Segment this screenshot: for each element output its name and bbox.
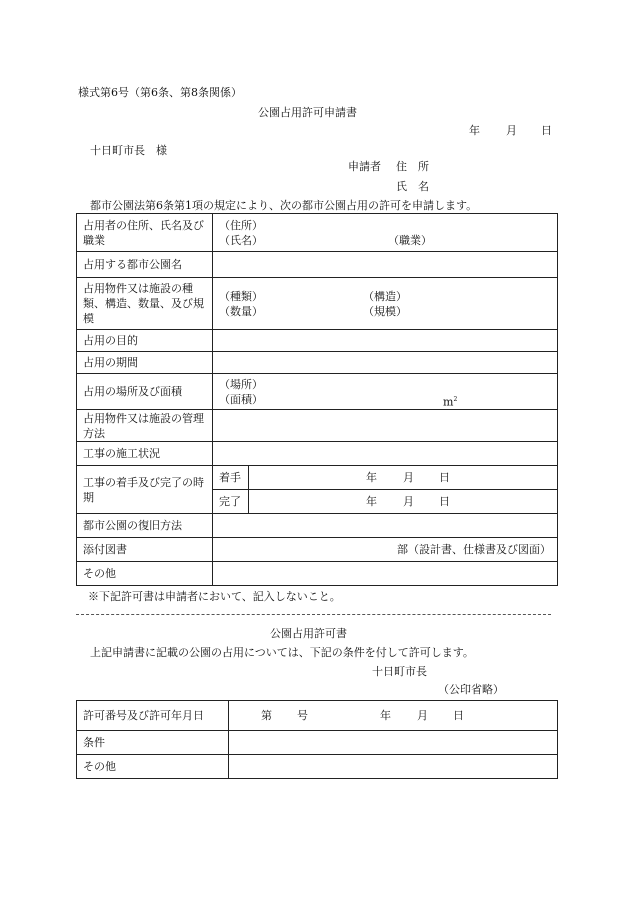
table-row bbox=[77, 214, 558, 252]
start-month: 月 bbox=[403, 471, 414, 484]
restoration-cell[interactable] bbox=[213, 514, 558, 538]
permit-number-cell[interactable] bbox=[229, 701, 558, 731]
attachments-cell[interactable] bbox=[213, 538, 558, 562]
table-row bbox=[77, 701, 558, 731]
table-row bbox=[77, 352, 558, 374]
construction-status-label: 工事の施工状況 bbox=[77, 442, 213, 466]
start-day: 日 bbox=[439, 471, 450, 484]
name-label: 氏 名 bbox=[396, 180, 429, 193]
permit-body: 上記申請書に記載の公園の占用については、下記の条件を付して許可します。 bbox=[90, 646, 474, 659]
place-area-cell[interactable] bbox=[213, 374, 558, 410]
address-label: 住 所 bbox=[396, 160, 429, 173]
area-unit: $m^2$ bbox=[443, 395, 458, 409]
object-structure: （構造） bbox=[363, 289, 407, 303]
permit-dai: 第 bbox=[261, 709, 272, 722]
management-label: 占用物件又は施設の管理方法 bbox=[77, 410, 213, 442]
end-date-cell[interactable] bbox=[249, 490, 558, 514]
occupant-cell[interactable] bbox=[213, 214, 558, 252]
page-title: 公園占用許可申請書 bbox=[258, 106, 357, 119]
intro-text: 都市公園法第6条第1項の規定により、次の都市公園占用の許可を申請します。 bbox=[90, 199, 478, 212]
application-table bbox=[76, 213, 558, 586]
object-scale: （規模） bbox=[363, 304, 407, 318]
permit-other-label: その他 bbox=[77, 755, 229, 779]
cut-line bbox=[76, 614, 551, 615]
occupant-name: （氏名） bbox=[219, 233, 263, 247]
other-label: その他 bbox=[77, 562, 213, 586]
permit-number-label: 許可番号及び許可年月日 bbox=[77, 701, 229, 731]
purpose-cell[interactable] bbox=[213, 330, 558, 352]
table-row bbox=[77, 252, 558, 278]
attachments-value: 部（設計書、仕様書及び図面） bbox=[397, 543, 551, 556]
form-number: 様式第6号（第6条、第8条関係） bbox=[78, 86, 242, 99]
date-day: 日 bbox=[541, 124, 552, 137]
permit-table bbox=[76, 700, 558, 779]
table-row bbox=[77, 330, 558, 352]
permit-go: 号 bbox=[297, 709, 308, 722]
table-row bbox=[77, 410, 558, 442]
place-area-label: 占用の場所及び面積 bbox=[77, 374, 213, 410]
object-type: （種類） bbox=[219, 289, 263, 303]
end-month: 月 bbox=[403, 495, 414, 508]
permit-title: 公園占用許可書 bbox=[270, 627, 347, 640]
date-month: 月 bbox=[506, 124, 517, 137]
management-cell[interactable] bbox=[213, 410, 558, 442]
permit-day: 日 bbox=[453, 709, 464, 722]
park-name-label: 占用する都市公園名 bbox=[77, 252, 213, 278]
permit-other-cell[interactable] bbox=[229, 755, 558, 779]
permit-month: 月 bbox=[417, 709, 428, 722]
purpose-label: 占用の目的 bbox=[77, 330, 213, 352]
date-year: 年 bbox=[469, 124, 480, 137]
table-row bbox=[77, 374, 558, 410]
table-row bbox=[77, 755, 558, 779]
area: （面積） bbox=[219, 392, 263, 406]
permit-year: 年 bbox=[380, 709, 391, 722]
object-quantity: （数量） bbox=[219, 304, 263, 318]
start-label: 着手 bbox=[213, 466, 249, 490]
occupant-job: （職業） bbox=[388, 233, 432, 247]
table-row bbox=[77, 466, 558, 490]
note-text: ※下記許可書は申請者において、記入しないこと。 bbox=[88, 590, 341, 603]
table-row bbox=[77, 278, 558, 330]
end-label: 完了 bbox=[213, 490, 249, 514]
applicant-label: 申請者 bbox=[348, 160, 381, 173]
occupant-label: 占用者の住所、氏名及び職業 bbox=[77, 214, 213, 252]
place: （場所） bbox=[219, 377, 263, 391]
occupant-address: （住所） bbox=[219, 218, 263, 232]
permit-issuer: 十日町市長 bbox=[372, 665, 427, 678]
start-date-cell[interactable] bbox=[249, 466, 558, 490]
addressee: 十日町市長 様 bbox=[90, 144, 167, 157]
start-year: 年 bbox=[366, 471, 377, 484]
condition-cell[interactable] bbox=[229, 731, 558, 755]
schedule-label: 工事の着手及び完了の時期 bbox=[77, 466, 213, 514]
other-cell[interactable] bbox=[213, 562, 558, 586]
construction-status-cell[interactable] bbox=[213, 442, 558, 466]
condition-label: 条件 bbox=[77, 731, 229, 755]
end-year: 年 bbox=[366, 495, 377, 508]
period-label: 占用の期間 bbox=[77, 352, 213, 374]
table-row bbox=[77, 562, 558, 586]
table-row bbox=[77, 442, 558, 466]
table-row bbox=[77, 731, 558, 755]
seal-note: （公印省略） bbox=[438, 683, 504, 696]
table-row bbox=[77, 514, 558, 538]
object-type-label: 占用物件又は施設の種類、構造、数量、及び規模 bbox=[77, 278, 213, 330]
attachments-label: 添付図書 bbox=[77, 538, 213, 562]
park-name-cell[interactable] bbox=[213, 252, 558, 278]
end-day: 日 bbox=[439, 495, 450, 508]
object-type-cell[interactable] bbox=[213, 278, 558, 330]
period-cell[interactable] bbox=[213, 352, 558, 374]
table-row bbox=[77, 538, 558, 562]
restoration-label: 都市公園の復旧方法 bbox=[77, 514, 213, 538]
